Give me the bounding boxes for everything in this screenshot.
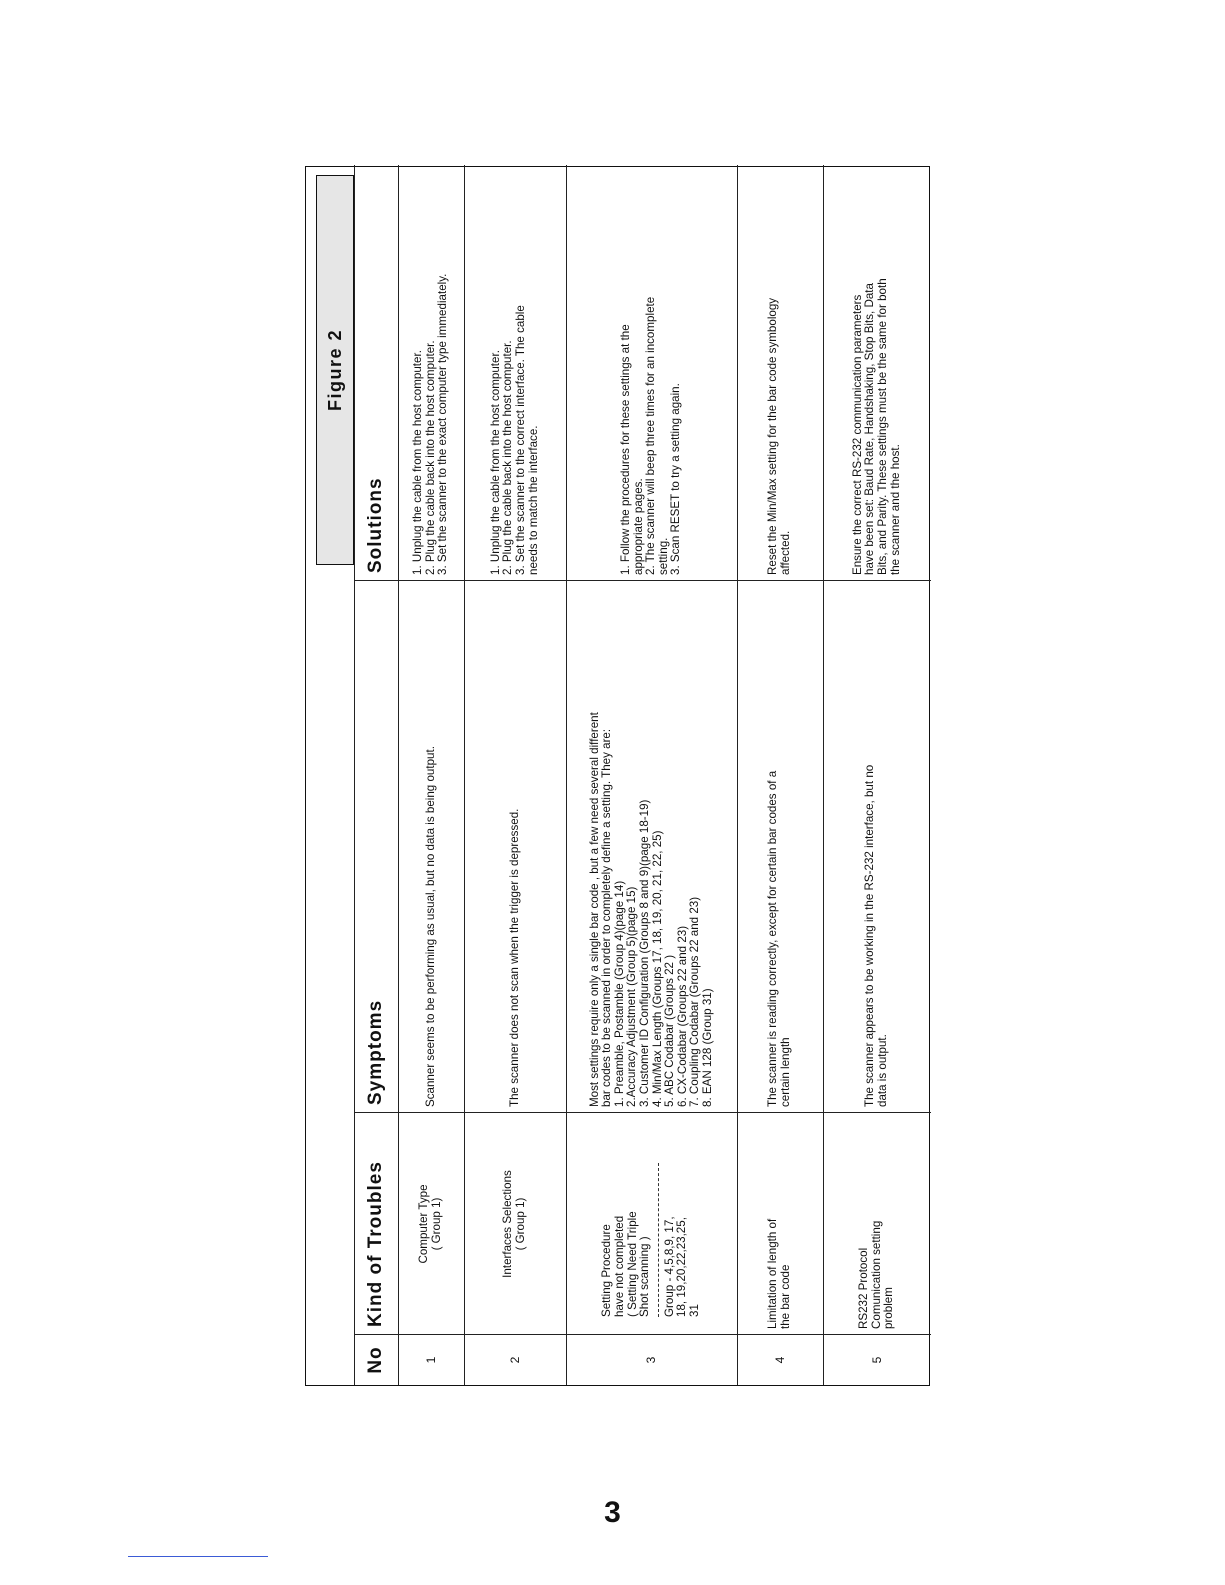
row-1-kind: Computer Type ( Group 1) (417, 1184, 443, 1264)
row-4-symptoms: The scanner is reading correctly, except for certain bar codes of a certain length (766, 770, 792, 1107)
row-2-solutions: 1. Unplug the cable from the host computer. 2. Plug the cable back into the host computer. 3. Set the scanner to the correct interface. The cable needs to match the interface. (488, 305, 540, 575)
page-number: 3 (604, 1496, 621, 1529)
header-kind-of-troubles: Kind of Troubles (365, 1161, 386, 1327)
troubleshooting-table (305, 166, 930, 1386)
row-4-no: 4 (772, 1356, 787, 1364)
row-3-kind (566, 1113, 737, 1335)
row-1-symptoms: Scanner seems to be performing as usual, but no data is being output. (423, 746, 437, 1107)
row-1-solutions: 1. Unplug the cable from the host computer. 2. Plug the cable back into the host computer. 3. Set the scanner to the exact computer type immediately. (411, 273, 450, 575)
row-2-no: 2 (507, 1356, 522, 1364)
header-solutions: Solutions (365, 477, 386, 573)
row-5-symptoms: The scanner appears to be working in the RS-232 interface, but no data is output. (863, 764, 889, 1107)
header-no: No (365, 1346, 386, 1374)
row-5-solutions: Ensure the correct RS-232 communication parameters have been set: Baud Rate, Handshaking, Stop Bits, Data Bits, and Parity. These settings must be the same for both the scanner and the host. (850, 278, 902, 575)
row-3-kind-groups: Group - 4,5,8,9, 17, 18, 19,20,22,23,25, 31 (662, 1216, 701, 1317)
row-2-kind: Interfaces Selections ( Group 1) (501, 1170, 527, 1278)
row-3-symptoms: Most settings require only a single bar code , but a few need several different bar codes to be scanned in order to completely define a setting. They are: 1. Preamble, Postamble (Group 4)(page 14) 2.Accuracy Adjustment (Group 5)(page 15) 3. Customer ID Configuration (Groups 8 and 9)(page 18-19) 4. Min/Max Length (Groups 17, 18, 19, 20, 21, 22, 25) 5. ABC Codabar (Groups 22 ) 6. CX-Codabar (Groups 22 and 23) 7. Coupling Codabar (Groups 22 and 23) 8. EAN 128 (Group 31) (587, 712, 714, 1107)
row-3-kind-text: Setting Procedure have not completed ( Setting Need Triple Shot scanning ) (600, 1211, 652, 1317)
row-5-no: 5 (869, 1356, 884, 1364)
row-3-solutions: 1. Follow the procedures for these settings at the appropriate pages. 2. The scanner will beep three times for an incomplete setting. 3. Scan RESET to try a setting again. (619, 296, 683, 575)
footer-link-underline (128, 1556, 268, 1557)
row-4-solutions: Reset the Min/Max setting for the bar code symbology affected. (766, 297, 792, 575)
row-3-no: 3 (644, 1356, 659, 1364)
figure-title: Figure 2 (316, 175, 354, 565)
row-5-kind: RS232 Protocol Comunication setting problem (857, 1220, 896, 1329)
rotated-page-frame (305, 166, 930, 1386)
row-2-symptoms: The scanner does not scan when the trigger is depressed. (507, 808, 521, 1107)
dashed-separator (658, 1163, 659, 1317)
row-1-no: 1 (423, 1356, 438, 1364)
row-4-kind: Limitation of length of the bar code (766, 1218, 792, 1329)
header-symptoms: Symptoms (365, 999, 386, 1105)
